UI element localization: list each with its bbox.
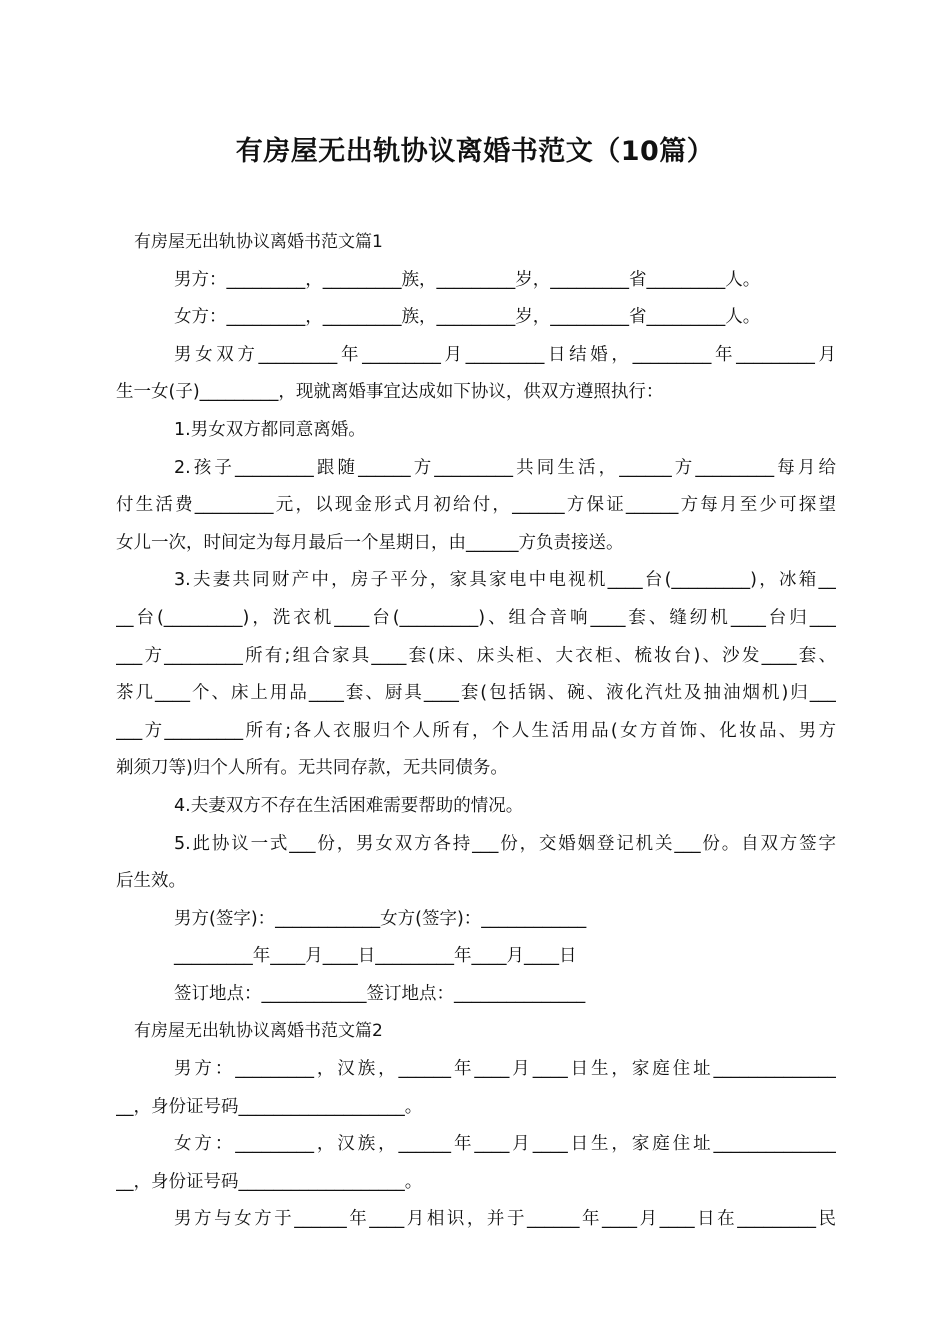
text-line: 男方与女方于______年____月相识，并于______年____月____日在_________民 — [174, 1209, 836, 1230]
text-line: 男方：_________，_________族，_________岁，_________省_________人。 — [174, 269, 761, 290]
text-line: ___方_________所有;各人衣服归个人所有，个人生活用品(女方首饰、化妆品、男方 — [116, 720, 836, 741]
text-line: 女方：_________，汉族，______年____月____日生，家庭住址______________ — [174, 1134, 836, 1155]
section-heading: 有房屋无出轨协议离婚书范文篇1 — [134, 232, 383, 252]
text-line: 3.夫妻共同财产中，房子平分，家具家电中电视机____台(_________)，冰箱__ — [174, 570, 836, 591]
document-title: 有房屋无出轨协议离婚书范文（10篇） — [235, 136, 715, 167]
text-line: 剃须刀等)归个人所有。无共同存款，无共同债务。 — [116, 758, 508, 779]
text-line: _________年____月____日_________年____月____日 — [174, 946, 577, 967]
text-line: 签订地点：____________签订地点：_______________ — [174, 983, 586, 1004]
text-line: 男女双方_________年_________月_________日结婚，_________年_________月 — [174, 344, 836, 365]
text-line: __，身份证号码___________________。 — [116, 1096, 423, 1117]
document-body — [116, 224, 836, 1239]
text-line: 女儿一次，时间定为每月最后一个星期日，由______方负责接送。 — [116, 532, 624, 553]
text-line: 5.此协议一式___份，男女双方各持___份，交婚姻登记机关___份。自双方签字 — [174, 833, 836, 854]
text-line: __，身份证号码___________________。 — [116, 1171, 423, 1192]
text-line: 2.孩子_________跟随______方_________共同生活，______方_________每月给 — [174, 457, 836, 478]
text-line: 4.夫妻双方不存在生活困难需要帮助的情况。 — [174, 795, 524, 816]
text-line: 付生活费_________元，以现金形式月初给付，______方保证______方每月至少可探望 — [116, 495, 836, 516]
text-line: 1.男女双方都同意离婚。 — [174, 419, 366, 440]
text-line: 生一女(子)_________，现就离婚事宜达成如下协议，供双方遵照执行： — [116, 382, 664, 403]
text-line: 男方：_________，汉族，______年____月____日生，家庭住址______________ — [174, 1059, 836, 1080]
text-line: ___方_________所有;组合家具____套(床、床头柜、大衣柜、梳妆台)、沙发____套、 — [116, 645, 836, 666]
text-line: __台(_________)，洗衣机____台(_________)、组合音响____套、缝纫机____台归___ — [116, 607, 836, 628]
section-heading: 有房屋无出轨协议离婚书范文篇2 — [134, 1021, 383, 1042]
text-line: 后生效。 — [116, 871, 186, 892]
text-line: 茶几____个、床上用品____套、厨具____套(包括锅、碗、液化汽灶及抽油烟机)归___ — [116, 683, 836, 704]
text-line: 女方：_________，_________族，_________岁，_________省_________人。 — [174, 307, 761, 328]
text-line: 男方(签字)：____________女方(签字)：____________ — [174, 908, 587, 929]
